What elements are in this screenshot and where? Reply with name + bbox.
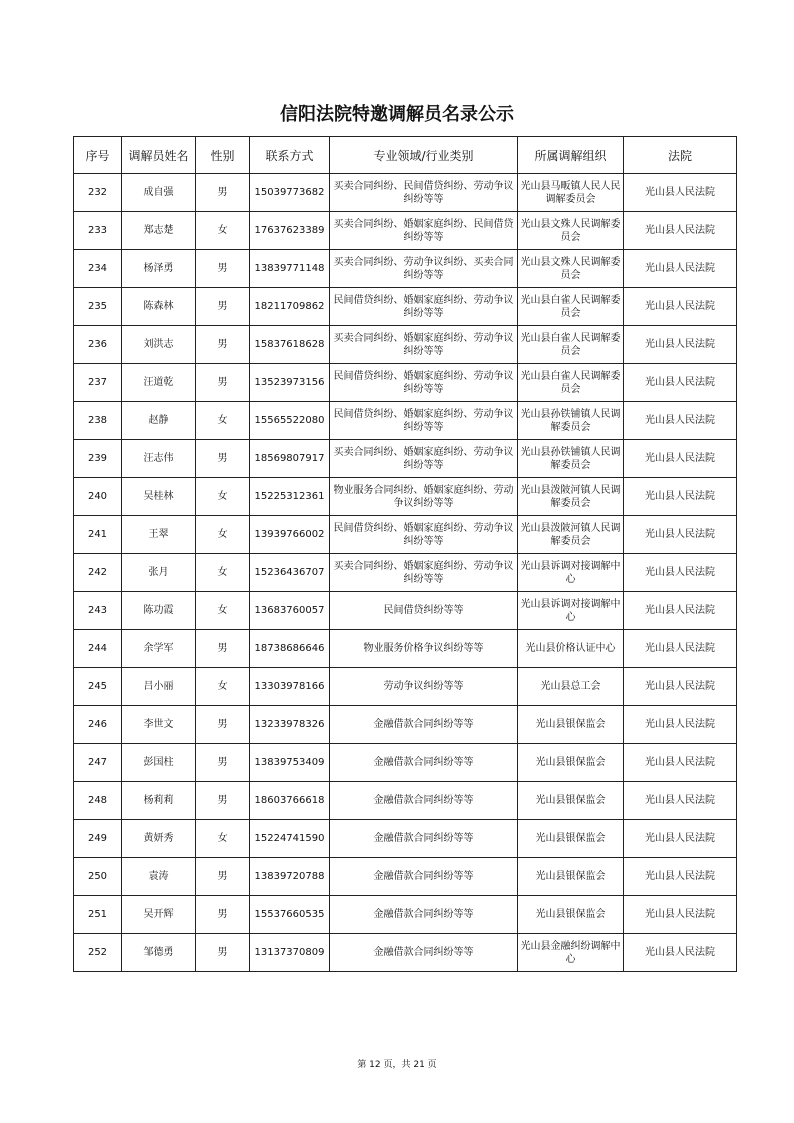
row-number: 251 bbox=[74, 896, 122, 934]
row-number: 249 bbox=[74, 820, 122, 858]
organization-cell: 光山县银保监会 bbox=[518, 896, 624, 934]
court-cell: 光山县人民法院 bbox=[624, 288, 737, 326]
specialty-cell: 物业服务价格争议纠纷等等 bbox=[330, 630, 518, 668]
table-row bbox=[74, 706, 737, 744]
mediator-name: 袁涛 bbox=[122, 858, 196, 896]
mediator-name: 吴开辉 bbox=[122, 896, 196, 934]
mediator-name: 彭国柱 bbox=[122, 744, 196, 782]
organization-cell: 光山县诉调对接调解中心 bbox=[518, 592, 624, 630]
mediator-name: 张月 bbox=[122, 554, 196, 592]
court-cell: 光山县人民法院 bbox=[624, 440, 737, 478]
row-number: 237 bbox=[74, 364, 122, 402]
specialty-cell: 金融借款合同纠纷等等 bbox=[330, 706, 518, 744]
specialty-cell: 民间借贷纠纷、婚姻家庭纠纷、劳动争议纠纷等等 bbox=[330, 402, 518, 440]
mediator-name: 杨莉莉 bbox=[122, 782, 196, 820]
phone-cell: 13303978166 bbox=[250, 668, 330, 706]
gender-cell: 女 bbox=[196, 516, 250, 554]
organization-cell: 光山县银保监会 bbox=[518, 858, 624, 896]
court-cell: 光山县人民法院 bbox=[624, 820, 737, 858]
mediator-roster-table bbox=[73, 136, 737, 972]
specialty-cell: 劳动争议纠纷等等 bbox=[330, 668, 518, 706]
specialty-cell: 买卖合同纠纷、民间借贷纠纷、劳动争议纠纷等等 bbox=[330, 174, 518, 212]
row-number: 235 bbox=[74, 288, 122, 326]
row-number: 252 bbox=[74, 934, 122, 972]
gender-cell: 男 bbox=[196, 288, 250, 326]
court-cell: 光山县人民法院 bbox=[624, 858, 737, 896]
mediator-name: 汪志伟 bbox=[122, 440, 196, 478]
specialty-cell: 民间借贷纠纷、婚姻家庭纠纷、劳动争议纠纷等等 bbox=[330, 364, 518, 402]
specialty-cell: 民间借贷纠纷、婚姻家庭纠纷、劳动争议纠纷等等 bbox=[330, 288, 518, 326]
phone-cell: 18603766618 bbox=[250, 782, 330, 820]
court-cell: 光山县人民法院 bbox=[624, 706, 737, 744]
court-cell: 光山县人民法院 bbox=[624, 744, 737, 782]
mediator-name: 成自强 bbox=[122, 174, 196, 212]
mediator-name: 王翠 bbox=[122, 516, 196, 554]
court-cell: 光山县人民法院 bbox=[624, 554, 737, 592]
gender-cell: 女 bbox=[196, 402, 250, 440]
mediator-name: 杨泽勇 bbox=[122, 250, 196, 288]
phone-cell: 18569807917 bbox=[250, 440, 330, 478]
gender-cell: 女 bbox=[196, 212, 250, 250]
phone-cell: 15224741590 bbox=[250, 820, 330, 858]
mediator-name: 黄妍秀 bbox=[122, 820, 196, 858]
row-number: 240 bbox=[74, 478, 122, 516]
court-cell: 光山县人民法院 bbox=[624, 668, 737, 706]
organization-cell: 光山县白雀人民调解委员会 bbox=[518, 288, 624, 326]
phone-cell: 13683760057 bbox=[250, 592, 330, 630]
gender-cell: 男 bbox=[196, 782, 250, 820]
organization-cell: 光山县总工会 bbox=[518, 668, 624, 706]
phone-cell: 15565522080 bbox=[250, 402, 330, 440]
organization-cell: 光山县孙铁铺镇人民调解委员会 bbox=[518, 440, 624, 478]
row-number: 250 bbox=[74, 858, 122, 896]
table-row bbox=[74, 250, 737, 288]
gender-cell: 女 bbox=[196, 592, 250, 630]
organization-cell: 光山县白雀人民调解委员会 bbox=[518, 326, 624, 364]
organization-cell: 光山县价格认证中心 bbox=[518, 630, 624, 668]
column-header-phone: 联系方式 bbox=[250, 137, 330, 174]
organization-cell: 光山县泼陂河镇人民调解委员会 bbox=[518, 478, 624, 516]
table-row bbox=[74, 630, 737, 668]
mediator-name: 吕小丽 bbox=[122, 668, 196, 706]
gender-cell: 男 bbox=[196, 896, 250, 934]
column-header-field: 专业领域/行业类别 bbox=[330, 137, 518, 174]
table-row bbox=[74, 212, 737, 250]
mediator-name: 赵静 bbox=[122, 402, 196, 440]
specialty-cell: 物业服务合同纠纷、婚姻家庭纠纷、劳动争议纠纷等等 bbox=[330, 478, 518, 516]
table-row bbox=[74, 326, 737, 364]
mediator-name: 刘洪志 bbox=[122, 326, 196, 364]
specialty-cell: 买卖合同纠纷、婚姻家庭纠纷、劳动争议纠纷等等 bbox=[330, 326, 518, 364]
row-number: 234 bbox=[74, 250, 122, 288]
row-number: 233 bbox=[74, 212, 122, 250]
row-number: 247 bbox=[74, 744, 122, 782]
mediator-name: 李世文 bbox=[122, 706, 196, 744]
column-header-name: 调解员姓名 bbox=[122, 137, 196, 174]
table-row bbox=[74, 174, 737, 212]
organization-cell: 光山县诉调对接调解中心 bbox=[518, 554, 624, 592]
row-number: 245 bbox=[74, 668, 122, 706]
specialty-cell: 金融借款合同纠纷等等 bbox=[330, 782, 518, 820]
row-number: 243 bbox=[74, 592, 122, 630]
gender-cell: 男 bbox=[196, 706, 250, 744]
gender-cell: 女 bbox=[196, 554, 250, 592]
column-header-org: 所属调解组织 bbox=[518, 137, 624, 174]
row-number: 238 bbox=[74, 402, 122, 440]
court-cell: 光山县人民法院 bbox=[624, 326, 737, 364]
table-header-row bbox=[74, 137, 737, 174]
phone-cell: 13523973156 bbox=[250, 364, 330, 402]
phone-cell: 15537660535 bbox=[250, 896, 330, 934]
court-cell: 光山县人民法院 bbox=[624, 402, 737, 440]
gender-cell: 男 bbox=[196, 934, 250, 972]
table-row bbox=[74, 934, 737, 972]
gender-cell: 男 bbox=[196, 174, 250, 212]
gender-cell: 男 bbox=[196, 440, 250, 478]
mediator-name: 郑志楚 bbox=[122, 212, 196, 250]
mediator-name: 陈森林 bbox=[122, 288, 196, 326]
table-row bbox=[74, 516, 737, 554]
column-header-gender: 性别 bbox=[196, 137, 250, 174]
organization-cell: 光山县文殊人民调解委员会 bbox=[518, 212, 624, 250]
specialty-cell: 金融借款合同纠纷等等 bbox=[330, 820, 518, 858]
row-number: 241 bbox=[74, 516, 122, 554]
court-cell: 光山县人民法院 bbox=[624, 934, 737, 972]
phone-cell: 13839771148 bbox=[250, 250, 330, 288]
specialty-cell: 买卖合同纠纷、婚姻家庭纠纷、民间借贷纠纷等等 bbox=[330, 212, 518, 250]
table-row bbox=[74, 858, 737, 896]
court-cell: 光山县人民法院 bbox=[624, 630, 737, 668]
specialty-cell: 买卖合同纠纷、婚姻家庭纠纷、劳动争议纠纷等等 bbox=[330, 554, 518, 592]
table-row bbox=[74, 782, 737, 820]
table-row bbox=[74, 402, 737, 440]
specialty-cell: 金融借款合同纠纷等等 bbox=[330, 858, 518, 896]
court-cell: 光山县人民法院 bbox=[624, 592, 737, 630]
court-cell: 光山县人民法院 bbox=[624, 212, 737, 250]
page-footer: 第 12 页，共 21 页 bbox=[357, 1060, 437, 1070]
row-number: 246 bbox=[74, 706, 122, 744]
table-row bbox=[74, 440, 737, 478]
court-cell: 光山县人民法院 bbox=[624, 250, 737, 288]
specialty-cell: 买卖合同纠纷、劳动争议纠纷、买卖合同纠纷等等 bbox=[330, 250, 518, 288]
organization-cell: 光山县文殊人民调解委员会 bbox=[518, 250, 624, 288]
court-cell: 光山县人民法院 bbox=[624, 478, 737, 516]
organization-cell: 光山县银保监会 bbox=[518, 706, 624, 744]
table-row bbox=[74, 592, 737, 630]
table-row bbox=[74, 896, 737, 934]
phone-cell: 13839720788 bbox=[250, 858, 330, 896]
mediator-name: 吴桂林 bbox=[122, 478, 196, 516]
phone-cell: 15039773682 bbox=[250, 174, 330, 212]
organization-cell: 光山县马畈镇人民人民调解委员会 bbox=[518, 174, 624, 212]
phone-cell: 18738686646 bbox=[250, 630, 330, 668]
table-row bbox=[74, 288, 737, 326]
organization-cell: 光山县银保监会 bbox=[518, 744, 624, 782]
gender-cell: 女 bbox=[196, 668, 250, 706]
row-number: 244 bbox=[74, 630, 122, 668]
court-cell: 光山县人民法院 bbox=[624, 896, 737, 934]
mediator-name: 汪道乾 bbox=[122, 364, 196, 402]
phone-cell: 15225312361 bbox=[250, 478, 330, 516]
row-number: 236 bbox=[74, 326, 122, 364]
gender-cell: 男 bbox=[196, 858, 250, 896]
gender-cell: 男 bbox=[196, 744, 250, 782]
organization-cell: 光山县泼陂河镇人民调解委员会 bbox=[518, 516, 624, 554]
court-cell: 光山县人民法院 bbox=[624, 516, 737, 554]
specialty-cell: 金融借款合同纠纷等等 bbox=[330, 896, 518, 934]
row-number: 239 bbox=[74, 440, 122, 478]
phone-cell: 13137370809 bbox=[250, 934, 330, 972]
gender-cell: 女 bbox=[196, 478, 250, 516]
gender-cell: 男 bbox=[196, 364, 250, 402]
row-number: 242 bbox=[74, 554, 122, 592]
specialty-cell: 买卖合同纠纷、婚姻家庭纠纷、劳动争议纠纷等等 bbox=[330, 440, 518, 478]
phone-cell: 17637623389 bbox=[250, 212, 330, 250]
row-number: 232 bbox=[74, 174, 122, 212]
page-title: 信阳法院特邀调解员名录公示 bbox=[280, 104, 514, 125]
organization-cell: 光山县银保监会 bbox=[518, 820, 624, 858]
organization-cell: 光山县孙铁铺镇人民调解委员会 bbox=[518, 402, 624, 440]
specialty-cell: 民间借贷纠纷等等 bbox=[330, 592, 518, 630]
court-cell: 光山县人民法院 bbox=[624, 782, 737, 820]
specialty-cell: 金融借款合同纠纷等等 bbox=[330, 934, 518, 972]
court-cell: 光山县人民法院 bbox=[624, 174, 737, 212]
table-row bbox=[74, 478, 737, 516]
mediator-name: 陈功霞 bbox=[122, 592, 196, 630]
row-number: 248 bbox=[74, 782, 122, 820]
phone-cell: 15837618628 bbox=[250, 326, 330, 364]
specialty-cell: 民间借贷纠纷、婚姻家庭纠纷、劳动争议纠纷等等 bbox=[330, 516, 518, 554]
column-header-no: 序号 bbox=[74, 137, 122, 174]
table-row bbox=[74, 364, 737, 402]
mediator-name: 邹德勇 bbox=[122, 934, 196, 972]
table-row bbox=[74, 668, 737, 706]
gender-cell: 男 bbox=[196, 630, 250, 668]
gender-cell: 男 bbox=[196, 326, 250, 364]
column-header-court: 法院 bbox=[624, 137, 737, 174]
organization-cell: 光山县金融纠纷调解中心 bbox=[518, 934, 624, 972]
specialty-cell: 金融借款合同纠纷等等 bbox=[330, 744, 518, 782]
phone-cell: 13939766002 bbox=[250, 516, 330, 554]
organization-cell: 光山县银保监会 bbox=[518, 782, 624, 820]
table-row bbox=[74, 744, 737, 782]
phone-cell: 13233978326 bbox=[250, 706, 330, 744]
organization-cell: 光山县白雀人民调解委员会 bbox=[518, 364, 624, 402]
table-row bbox=[74, 554, 737, 592]
phone-cell: 15236436707 bbox=[250, 554, 330, 592]
gender-cell: 女 bbox=[196, 820, 250, 858]
table-row bbox=[74, 820, 737, 858]
phone-cell: 13839753409 bbox=[250, 744, 330, 782]
court-cell: 光山县人民法院 bbox=[624, 364, 737, 402]
mediator-name: 余学军 bbox=[122, 630, 196, 668]
phone-cell: 18211709862 bbox=[250, 288, 330, 326]
gender-cell: 男 bbox=[196, 250, 250, 288]
